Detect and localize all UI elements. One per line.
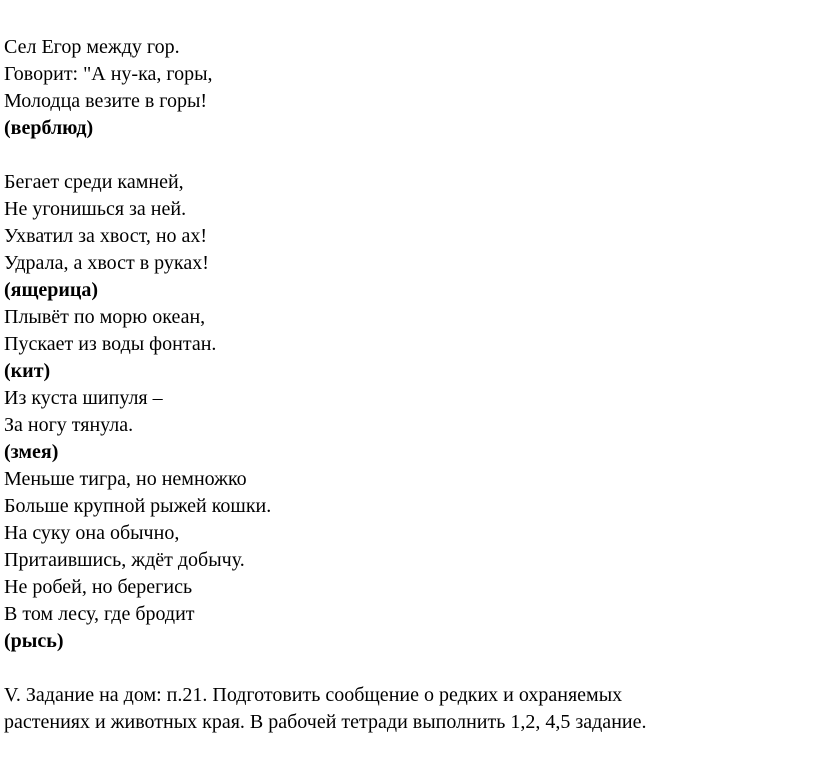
- riddle-lizard: [4, 169, 804, 304]
- riddle-line: За ногу тянула.: [4, 414, 134, 436]
- homework-line: V. Задание на дом: п.21. Подготовить сообщение о редких и охраняемых: [4, 684, 623, 706]
- riddle-line: Пускает из воды фонтан.: [4, 333, 217, 355]
- riddle-line: Говорит: "А ну-ка, горы,: [4, 63, 213, 85]
- riddle-lynx: [4, 466, 804, 655]
- blank-line: [4, 655, 804, 682]
- riddle-camel: [4, 34, 804, 142]
- riddle-answer: (рысь): [4, 630, 64, 652]
- riddle-line: Больше крупной рыжей кошки.: [4, 495, 272, 517]
- riddle-whale: [4, 304, 804, 385]
- riddle-line: В том лесу, где бродит: [4, 603, 195, 625]
- riddle-line: Не угонишься за ней.: [4, 198, 187, 220]
- riddle-line: Бегает среди камней,: [4, 171, 184, 193]
- riddle-line: Из куста шипуля –: [4, 387, 163, 409]
- riddle-line: На суку она обычно,: [4, 522, 180, 544]
- blank-line: [4, 142, 804, 169]
- riddle-line: Молодца везите в горы!: [4, 90, 208, 112]
- homework-assignment: [4, 682, 804, 736]
- homework-line: растениях и животных края. В рабочей тетради выполнить 1,2, 4,5 задание.: [4, 711, 647, 733]
- riddle-line: Притаившись, ждёт добычу.: [4, 549, 245, 571]
- riddle-answer: (кит): [4, 360, 51, 382]
- document-body: [4, 34, 804, 736]
- riddle-line: Плывёт по морю океан,: [4, 306, 206, 328]
- riddle-line: Не робей, но берегись: [4, 576, 193, 598]
- riddle-line: Ухватил за хвост, но ах!: [4, 225, 208, 247]
- riddle-line: Сел Егор между гор.: [4, 36, 180, 58]
- riddle-answer: (верблюд): [4, 117, 94, 139]
- riddle-snake: [4, 385, 804, 466]
- riddle-line: Меньше тигра, но немножко: [4, 468, 247, 490]
- riddle-answer: (ящерица): [4, 279, 99, 301]
- riddle-answer: (змея): [4, 441, 59, 463]
- riddle-line: Удрала, а хвост в руках!: [4, 252, 209, 274]
